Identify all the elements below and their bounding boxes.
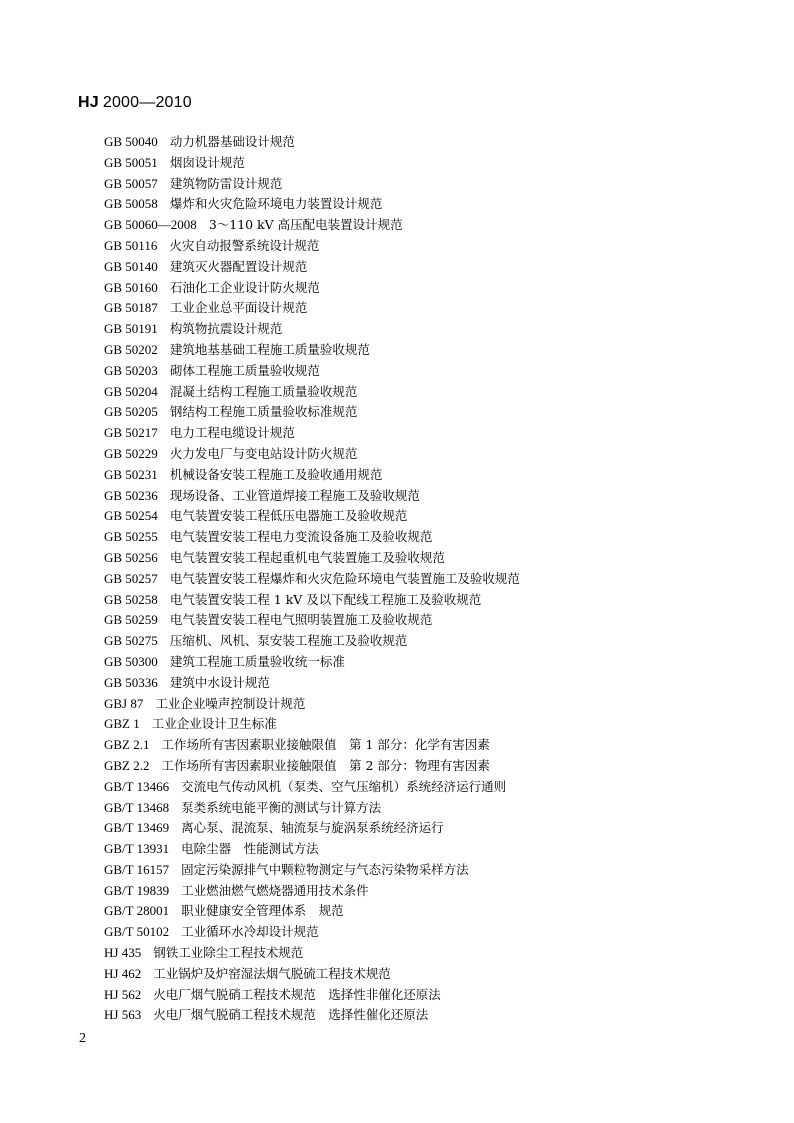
reference-item: [104, 714, 764, 735]
standard-code: HJ: [78, 94, 99, 111]
reference-code: GB/T 19839: [104, 882, 170, 898]
normative-references-list: [104, 132, 764, 1026]
reference-item: [104, 174, 764, 195]
reference-code: GB/T 50102: [104, 924, 170, 940]
reference-title: 3～110 kV 高压配电装置设计规范: [208, 217, 403, 233]
reference-item: [104, 382, 764, 403]
reference-title: 工业锅炉及炉窑湿法烟气脱硫工程技术规范: [153, 965, 391, 981]
reference-code: GB 50058: [104, 196, 158, 212]
reference-code: GB 50231: [104, 466, 158, 482]
reference-title: 工业企业噪声控制设计规范: [155, 695, 306, 711]
reference-title: 构筑物抗震设计规范: [169, 321, 283, 337]
reference-item: [104, 298, 764, 319]
reference-item: [104, 777, 764, 798]
reference-item: [104, 569, 764, 590]
reference-code: GB 50040: [104, 134, 158, 149]
reference-code: GB/T 28001: [104, 903, 170, 919]
reference-item: [104, 735, 764, 756]
reference-title: 机械设备安装工程施工及验收通用规范: [169, 466, 383, 482]
reference-item: [104, 922, 764, 943]
reference-item: [104, 694, 764, 715]
reference-code: GB 50060—2008: [104, 217, 197, 233]
reference-title: 电除尘器 性能测试方法: [181, 841, 319, 857]
reference-code: GB 50187: [104, 300, 158, 316]
reference-item: [104, 506, 764, 527]
reference-code: GB 50140: [104, 258, 158, 274]
reference-item: [104, 673, 764, 694]
reference-item: [104, 423, 764, 444]
reference-title: 钢结构工程施工质量验收标准规范: [169, 404, 358, 420]
reference-code: GB 50258: [104, 591, 158, 607]
reference-title: 火灾自动报警系统设计规范: [169, 237, 320, 253]
document-header: [78, 92, 192, 114]
reference-code: GB 50160: [104, 279, 158, 295]
reference-title: 电力工程电缆设计规范: [169, 425, 295, 441]
reference-title: 砌体工程施工质量验收规范: [169, 362, 320, 378]
reference-title: 火电厂烟气脱硝工程技术规范 选择性非催化还原法: [153, 986, 441, 1002]
page-number: 2: [79, 1031, 86, 1046]
reference-title: 建筑灭火器配置设计规范: [169, 258, 308, 274]
reference-code: GB 50203: [104, 362, 158, 378]
reference-item: [104, 652, 764, 673]
reference-title: 烟囱设计规范: [169, 154, 245, 170]
reference-code: GB/T 16157: [104, 861, 170, 877]
reference-title: 石油化工企业设计防火规范: [169, 279, 320, 295]
reference-item: [104, 527, 764, 548]
reference-item: [104, 132, 764, 153]
reference-title: 建筑物防雷设计规范: [169, 175, 283, 191]
reference-title: 动力机器基础设计规范: [169, 134, 295, 149]
reference-title: 离心泵、混流泵、轴流泵与旋涡泵系统经济运行: [181, 820, 444, 836]
reference-title: 建筑地基基础工程施工质量验收规范: [169, 341, 370, 357]
reference-code: GBZ 2.1: [104, 737, 150, 753]
reference-title: 现场设备、工业管道焊接工程施工及验收规范: [169, 487, 420, 503]
reference-code: GB 50229: [104, 445, 158, 461]
reference-title: 电气装置安装工程爆炸和火灾危险环境电气装置施工及验收规范: [169, 570, 520, 586]
reference-code: GB 50057: [104, 175, 158, 191]
reference-item: [104, 756, 764, 777]
reference-title: 电气装置安装工程电力变流设备施工及验收规范: [169, 529, 433, 545]
reference-item: [104, 610, 764, 631]
reference-item: [104, 361, 764, 382]
reference-item: [104, 319, 764, 340]
reference-item: [104, 194, 764, 215]
reference-code: GB 50257: [104, 570, 158, 586]
reference-item: [104, 278, 764, 299]
reference-item: [104, 486, 764, 507]
reference-code: GB 50204: [104, 383, 158, 399]
reference-code: GB/T 13468: [104, 799, 170, 815]
reference-code: HJ 562: [104, 986, 142, 1002]
reference-code: GB 50051: [104, 154, 158, 170]
reference-item: [104, 839, 764, 860]
reference-item: [104, 465, 764, 486]
reference-title: 电气装置安装工程电气照明装置施工及验收规范: [169, 612, 433, 628]
reference-item: [104, 985, 764, 1006]
reference-title: 建筑中水设计规范: [169, 674, 270, 690]
reference-title: 电气装置安装工程 1 kV 及以下配线工程施工及验收规范: [169, 591, 482, 607]
reference-item: [104, 548, 764, 569]
reference-title: 电气装置安装工程起重机电气装置施工及验收规范: [169, 549, 445, 565]
reference-item: [104, 590, 764, 611]
reference-code: GB 50217: [104, 425, 158, 441]
reference-code: HJ 563: [104, 1007, 142, 1023]
reference-code: GB 50255: [104, 529, 158, 545]
reference-item: [104, 798, 764, 819]
reference-title: 火力发电厂与变电站设计防火规范: [169, 445, 358, 461]
reference-code: GB 50336: [104, 674, 158, 690]
reference-code: GB 50116: [104, 237, 158, 253]
reference-code: GBZ 1: [104, 716, 140, 732]
reference-code: HJ 435: [104, 945, 142, 961]
reference-code: GB 50256: [104, 549, 158, 565]
reference-code: GB/T 13466: [104, 778, 170, 794]
reference-code: GB 50202: [104, 341, 158, 357]
reference-item: [104, 257, 764, 278]
reference-item: [104, 153, 764, 174]
reference-title: 火电厂烟气脱硝工程技术规范 选择性催化还原法: [153, 1007, 429, 1023]
reference-title: 工作场所有害因素职业接触限值 第 1 部分：化学有害因素: [161, 737, 490, 753]
reference-code: GB/T 13931: [104, 841, 170, 857]
reference-item: [104, 236, 764, 257]
reference-item: [104, 631, 764, 652]
reference-item: [104, 901, 764, 922]
reference-code: GB 50205: [104, 404, 158, 420]
reference-title: 钢铁工业除尘工程技术规范: [153, 945, 304, 961]
reference-item: [104, 943, 764, 964]
reference-code: GBZ 2.2: [104, 757, 150, 773]
reference-item: [104, 818, 764, 839]
reference-title: 工作场所有害因素职业接触限值 第 2 部分：物理有害因素: [161, 757, 490, 773]
reference-code: GB 50300: [104, 653, 158, 669]
reference-title: 工业循环水冷却设计规范: [181, 924, 319, 940]
reference-code: GB 50254: [104, 508, 158, 524]
reference-code: HJ 462: [104, 965, 142, 981]
reference-title: 电气装置安装工程低压电器施工及验收规范: [169, 508, 408, 524]
reference-code: GB 50275: [104, 633, 158, 649]
reference-item: [104, 1005, 764, 1026]
standard-number: 2000—2010: [102, 94, 192, 111]
reference-item: [104, 860, 764, 881]
reference-code: GB 50191: [104, 321, 158, 337]
reference-item: [104, 444, 764, 465]
reference-title: 工业企业总平面设计规范: [169, 300, 308, 316]
reference-title: 压缩机、风机、泵安装工程施工及验收规范: [169, 633, 408, 649]
reference-item: [104, 964, 764, 985]
reference-title: 固定污染源排气中颗粒物测定与气态污染物采样方法: [181, 861, 469, 877]
reference-code: GB 50236: [104, 487, 158, 503]
reference-title: 工业燃油燃气燃烧器通用技术条件: [181, 882, 369, 898]
reference-code: GB/T 13469: [104, 820, 170, 836]
reference-title: 建筑工程施工质量验收统一标准: [169, 653, 345, 669]
reference-title: 职业健康安全管理体系 规范: [181, 903, 344, 919]
reference-item: [104, 402, 764, 423]
reference-code: GB 50259: [104, 612, 158, 628]
reference-title: 工业企业设计卫生标准: [151, 716, 277, 732]
reference-item: [104, 340, 764, 361]
reference-title: 交流电气传动风机（泵类、空气压缩机）系统经济运行通则: [181, 778, 507, 794]
reference-title: 爆炸和火灾危险环境电力装置设计规范: [169, 196, 383, 212]
reference-title: 混凝土结构工程施工质量验收规范: [169, 383, 358, 399]
reference-title: 泵类系统电能平衡的测试与计算方法: [181, 799, 382, 815]
reference-item: [104, 881, 764, 902]
reference-code: GBJ 87: [104, 695, 144, 711]
reference-item: [104, 215, 764, 236]
